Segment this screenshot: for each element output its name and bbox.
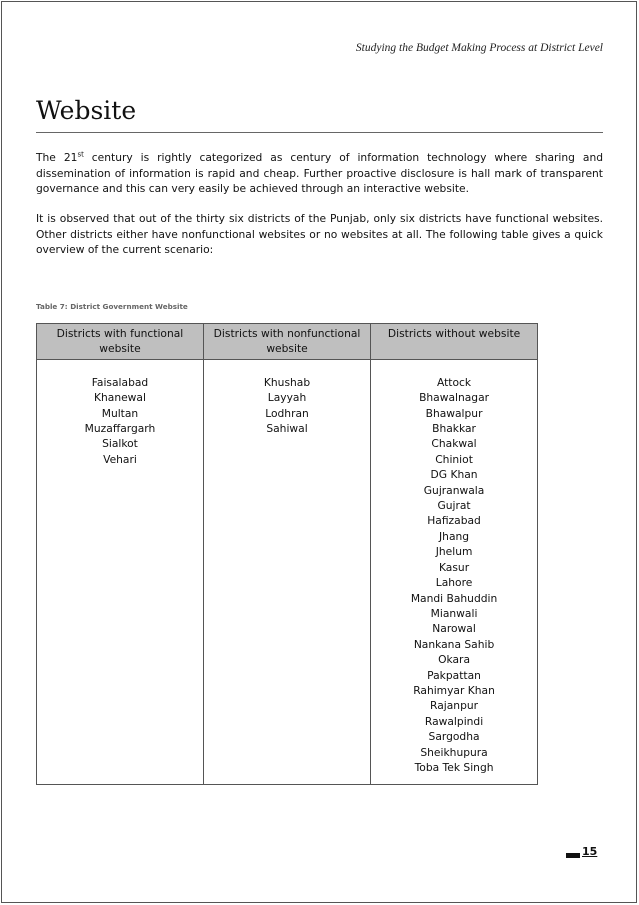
district-item: Pakpattan [427,668,481,682]
district-item: Jhang [439,529,470,543]
page-number [566,846,603,858]
district-item: Jhelum [435,545,473,559]
district-item: Rajanpur [430,699,479,713]
without-website-districts-cell [371,359,538,784]
nonfunctional-districts-cell [203,359,370,784]
district-item: Gujrat [437,499,471,513]
section-title: Website [36,96,137,125]
ordinal-superscript: st [77,150,84,159]
district-item: Narowal [432,622,476,636]
table-caption: Table 7: District Government Website [36,302,188,311]
paragraph-observation: It is observed that out of the thirty six districts of the Punjab, only six districts have functional websites. Other districts either have nonfunctional websites or no websites at all. The following table gives a quick overview of the current scenario: [36,212,603,256]
paragraph-intro [36,150,603,197]
district-item: Attock [436,375,472,389]
district-item: Hafizabad [427,514,481,528]
district-item: Toba Tek Singh [414,760,494,774]
table-header-row [37,324,538,360]
functional-districts-cell [37,359,204,784]
page-number-bar [566,853,580,858]
district-item: Chakwal [431,437,477,451]
district-item: Nankana Sahib [413,637,495,651]
header-functional: Districts with functional website [37,324,204,360]
district-item: Sialkot [102,437,138,451]
district-item: Gujranwala [423,483,485,497]
district-item: Bhawalpur [425,406,483,420]
district-item: Khushab [263,375,311,389]
district-item: Multan [101,406,139,420]
district-item: Lodhran [265,406,309,420]
district-item: Mianwali [430,606,478,620]
page-number-text: 15 [582,845,598,858]
district-item: Kasur [438,560,470,574]
district-item: Chiniot [435,452,473,466]
district-item: Vehari [103,452,137,466]
paragraph-intro-start: The 21 [36,151,78,164]
district-item: Lahore [435,576,473,590]
district-website-table [36,323,538,785]
running-header: Studying the Budget Making Process at District Level [355,42,603,54]
district-item: Khanewal [93,391,146,405]
district-item: Sahiwal [266,422,308,436]
title-rule [36,132,603,133]
district-item: Sargodha [428,730,480,744]
table-body-row [37,359,538,784]
district-item: Rahimyar Khan [413,683,495,697]
district-item: Layyah [267,391,307,405]
district-item: Bhakkar [432,422,476,436]
district-item: Okara [438,653,470,667]
district-item: Mandi Bahuddin [410,591,498,605]
district-item: Muzaffargarh [84,422,156,436]
header-nonfunctional: Districts with nonfunctional website [203,324,370,360]
district-item: Faisalabad [91,375,149,389]
district-item: Rawalpindi [424,714,484,728]
district-item: Bhawalnagar [419,391,490,405]
district-item: DG Khan [430,468,478,482]
header-without: Districts without website [371,324,538,360]
district-item: Sheikhupura [420,745,488,759]
paragraph-intro-rest: century is rightly categorized as century of information technology where sharing and dissemination of information is rapid and cheap. Further proactive disclosure is hall mark of transparent governance and this can very easily be achieved through an interactive website. [36,151,604,195]
